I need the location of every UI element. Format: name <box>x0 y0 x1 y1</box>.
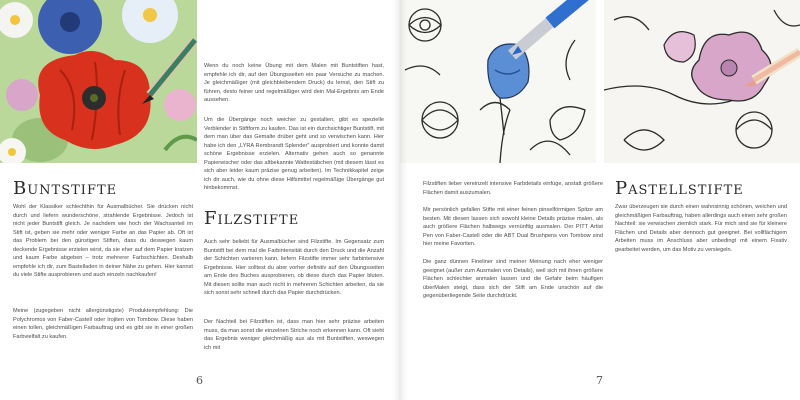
buntstifte-paragraph-1: Wohl der Klassiker schlechthin für Ausmalbücher. Sie drücken nicht durch und liefern wunderschöne, strahlende Ergebnisse. Jedoch ist nicht jeder Buntstift gleich. Je nachdem wie hoch der Wachsanteil im Stift ist, geben sie mehr oder weniger Farbe an das Papier ab. Oft ist das Problem bei den günstigen Stiften, dass du deswegen kaum deckende Ergebnisse erzielen wirst, da sie eher auf dem Papier kratzen und kaum Farbe abgeben – trotz mehrerer Farbschichten. Deshalb empfehle ich dir, zum Bastelladen in deiner Nähe zu gehen. Hier kannst du viele Stifte ausprobieren und auch einzeln nachkaufen! <box>13 204 193 278</box>
buntstifte-heading: Buntstifte <box>13 178 118 199</box>
intro-paragraph-2: Um die Übergänge noch weicher zu gestalten, gibt es spezielle Verblender in Stiftform zu kaufen. Das ist ein durchsichtiger Buntstift, mit dem man über das Gemalte drüber geht und so verwischen kann. Hier habe ich den „LYRA Rembrandt Splender" ausprobiert und konnte damit schöne Ergebnisse erzielen. Alternativ gehen auch so genannte Papierwischer oder das altbekannte Wattestäbchen (mit diesem lässt es sich aber leider kaum präzise genug arbeiten). Im Technikkapitel zeige ich dir auch, wie du ohne diese Hilfsmittel regelmäßige Übergänge gut hinbekommst. <box>204 117 384 191</box>
filzstifte-heading: Filzstifte <box>204 208 300 229</box>
intro-paragraph-1: Wenn du noch keine Übung mit dem Malen mit Buntstiften hast, empfehle ich dir, auf den Übungsseiten ein paar Versuche zu machen. Je gleichmäßiger (mit gleichbleibendem Druck) du lernst, den Stift zu führen, desto feiner und regelmäßiger wird dein Mal-Ergebnis am Ende aussehen. <box>204 63 384 103</box>
pastel-blossom-photo <box>604 0 800 163</box>
page-number-left: 6 <box>196 374 203 387</box>
bellflower-marker-photo <box>400 0 596 163</box>
filzstifte-continued-paragraph-3: Die ganz dünnen Fineliner sind meiner Meinung nach eher weniger geeignet (außer zum Ausmalen von Details), weil sich mit ihnen größere Flächen schlechter anmalen lassen und die Gefahr beim häufigen überMalen steigt, dass sich der Stift am Ende unschön auf die gegenüberliegende Seite durchdrückt. <box>423 259 603 299</box>
buntstifte-paragraph-2: Meine (zugegeben nicht allergünstigste) Produktempfehlung: Die Polychromos von Faber-Castell oder Irojiten von Tombow. Diese haben einen tollen, gleichmäßigen Farbauftrag und es gibt sie in einer großen Farbvielfalt zu kaufen. <box>13 308 193 340</box>
pastellstifte-heading: Pastellstifte <box>615 178 744 199</box>
book-gutter <box>393 0 407 400</box>
right-page <box>400 0 800 400</box>
filzstifte-continued-paragraph-2: Mir persönlich gefallen Stifte mit einer feinen pinselförmigen Spitze am besten. Mit diesen lassen sich sowohl kleine Details präzise malen, als auch größere Flächen halbwegs vernünftig ausmalen. Der PITT Artist Pen von Faber-Castell oder die ABT Dual Brushpens von Tombow sind hier meine Favoriten. <box>423 207 603 247</box>
page-number-right: 7 <box>596 374 603 387</box>
filzstifte-paragraph-2: Der Nachteil bei Filzstiften ist, dass man hier sehr präzise arbeiten muss, da man sonst die einzelnen Striche noch erkennen kann. Oft sieht das Ergebnis weniger gleichmäßig aus als mit Buntstiften, weswegen ich mit <box>204 319 384 351</box>
pastellstifte-paragraph-1: Zwar überzeugen sie durch einen wahnsinnig schönen, weichen und gleichmäßigen Farbauftrag, haben allerdings auch einen sehr großen Nachteil: sie verwischen ziemlich stark. Für mich sind sie für kleinere Flächen und Details aber dennoch gut geeignet. Bei vollflächigem Arbeiten muss im Anschluss aber unbedingt mit einem Fixativ gearbeitet werden, um das Motiv zu versiegeln. <box>615 204 787 253</box>
poppy-drawing-photo <box>0 0 197 163</box>
filzstifte-continued-paragraph-1: Filzstiften lieber vereinzelt intensive Farbdetails einfüge, anstatt größere Flächen damit auszumalen. <box>423 181 603 196</box>
filzstifte-paragraph-1: Auch sehr beliebt für Ausmalbücher sind Filzstifte. Im Gegensatz zum Buntstift bei dem mal die Farbintensität durch den Druck und die Anzahl der Schichten variieren kann, liefern Filzstifte immer sehr farbintensive Ergebnisse. Hier solltest du aber vorher definitiv auf den Übungsseiten am Ende des Buches ausprobieren, ob diese durch das Papier bluten. Mit diesen sollte man auch nicht in mehreren Schichten arbeiten, da sie sich sonst sehr schnell durch das Papier durchdrücken. <box>204 239 384 296</box>
